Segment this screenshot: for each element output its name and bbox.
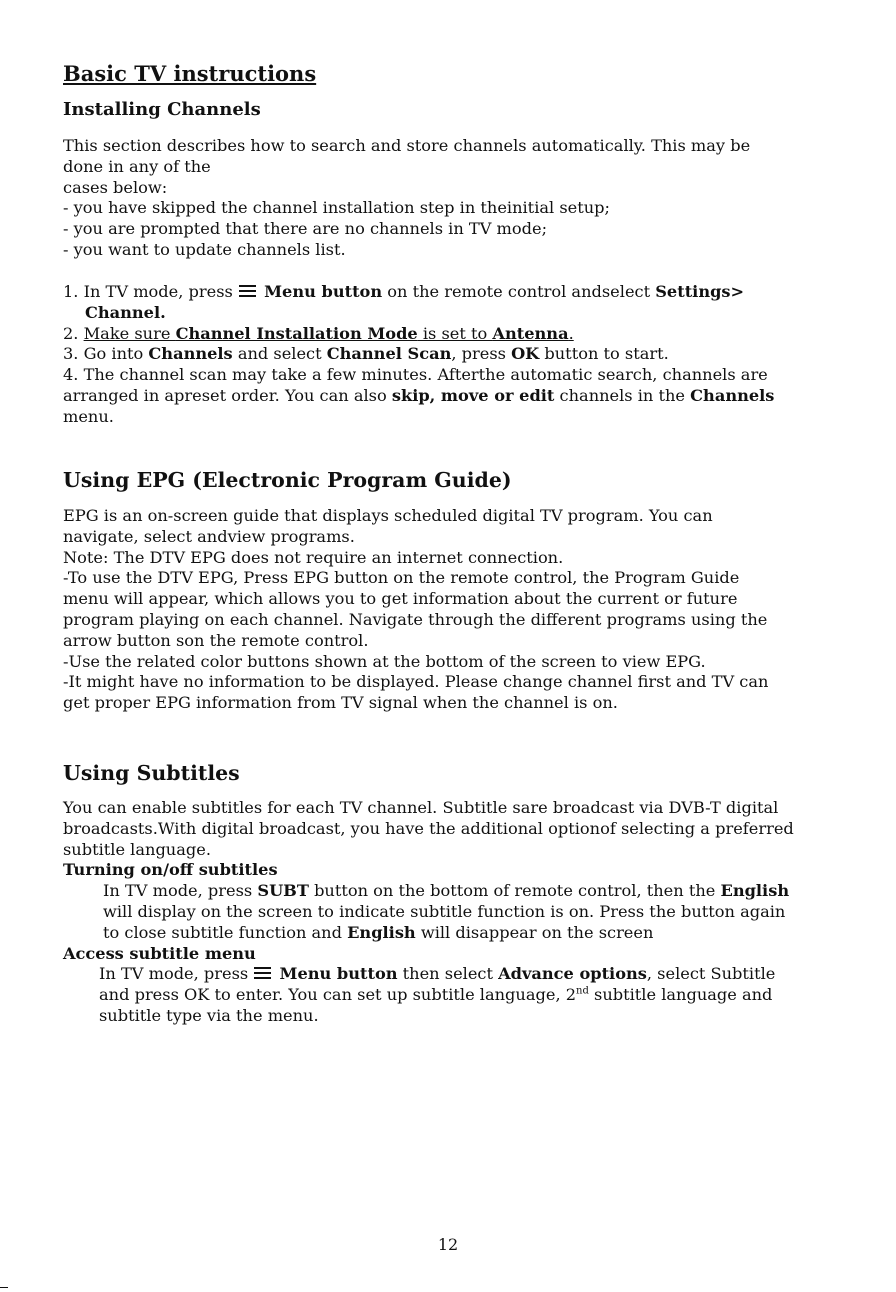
access-line-3: subtitle type via the menu.: [99, 1005, 319, 1025]
subt-label: SUBT: [257, 881, 309, 901]
installing-steps: [63, 282, 833, 428]
step-text: .: [568, 323, 574, 343]
installing-intro: [63, 136, 833, 261]
step-text: channels in the: [554, 385, 691, 405]
subtitles-text: and press OK to enter. You can set up subtitle language, 2: [99, 985, 577, 1005]
english-label: English: [720, 881, 790, 901]
turning-line-1: [63, 881, 833, 902]
menu-button-label: Menu button: [279, 964, 398, 984]
antenna-label: Antenna: [492, 323, 569, 343]
subtitles-text: then select: [397, 964, 499, 984]
subtitles-text: In TV mode, press: [99, 964, 254, 984]
intro-line: This section describes how to search and store channels automatically. This may be: [63, 136, 751, 155]
subtitles-text: will disappear on the screen: [415, 922, 654, 942]
channel-scan-label: Channel Scan: [326, 344, 452, 364]
intro-line: done in any of the: [63, 156, 211, 176]
subtitles-heading: Using Subtitles: [63, 761, 240, 785]
step-1: [63, 282, 833, 303]
subtitles-intro-line: You can enable subtitles for each TV channel. Subtitle sare broadcast via DVB-T digital: [63, 798, 779, 817]
page-number: 12: [437, 1235, 459, 1254]
step-text: is set to: [417, 323, 493, 343]
access-subtitle-heading: Access subtitle menu: [63, 943, 256, 963]
epg-body: [63, 506, 833, 714]
step-4-cont: [63, 386, 833, 407]
step-text: and select: [232, 344, 327, 364]
step-text: on the remote control andselect: [382, 282, 656, 301]
epg-line: EPG is an on-screen guide that displays scheduled digital TV program. You can: [63, 506, 713, 525]
epg-line: menu will appear, which allows you to get information about the current or future: [63, 589, 738, 609]
menu-button-label: Menu button: [264, 282, 383, 301]
epg-line: program playing on each channel. Navigate through the different programs using the: [63, 609, 768, 629]
advance-options-label: Advance options: [498, 964, 647, 984]
turning-line-2: will display on the screen to indicate subtitle function is on. Press the button again: [103, 901, 786, 921]
step-text: Make sure: [83, 323, 176, 343]
ordinal-superscript: nd: [576, 985, 589, 997]
epg-line: -To use the DTV EPG, Press EPG button on the remote control, the Program Guide: [63, 568, 740, 588]
page-title: Basic TV instructions: [63, 61, 317, 86]
subtitles-body: [63, 798, 833, 1027]
installing-channels-heading: Installing Channels: [63, 99, 261, 120]
ok-label: OK: [511, 344, 540, 364]
intro-line: cases below:: [63, 177, 168, 197]
subtitles-text: , select Subtitle: [646, 964, 776, 984]
step-3: [63, 344, 833, 365]
menu-icon: [254, 967, 271, 979]
subtitles-text: to close subtitle function and: [103, 922, 348, 942]
step-text: 3. Go into: [63, 344, 149, 364]
epg-line: navigate, select andview programs.: [63, 526, 355, 546]
skip-move-edit-label: skip, move or edit: [391, 385, 555, 405]
epg-line: -Use the related color buttons shown at the bottom of the screen to view EPG.: [63, 651, 706, 671]
access-line-2: [63, 985, 833, 1006]
subtitles-text: In TV mode, press: [103, 881, 258, 901]
step-2: [63, 324, 833, 345]
subtitles-intro-line: subtitle language.: [63, 839, 211, 859]
menu-icon: [239, 285, 256, 297]
channel-installation-mode-label: Channel Installation Mode: [175, 323, 418, 343]
step-1-channel: Channel.: [85, 302, 166, 322]
epg-line: arrow button son the remote control.: [63, 630, 369, 650]
epg-line: Note: The DTV EPG does not require an internet connection.: [63, 547, 564, 567]
epg-line: get proper EPG information from TV signal when the channel is on.: [63, 693, 618, 713]
intro-line: - you want to update channels list.: [63, 239, 346, 259]
intro-line: - you are prompted that there are no channels in TV mode;: [63, 219, 548, 239]
turning-subtitles-heading: Turning on/off subtitles: [63, 860, 278, 880]
step-text: arranged in apreset order. You can also: [63, 385, 392, 405]
corner-mark: [0, 1287, 8, 1288]
access-line-1: [63, 964, 833, 985]
step-text: 1. In TV mode, press: [63, 282, 238, 301]
subtitles-text: subtitle language and: [588, 985, 773, 1005]
settings-label: Settings>: [655, 282, 745, 301]
channels-menu-label: Channels: [690, 385, 775, 405]
step-4: 4. The channel scan may take a few minutes. Afterthe automatic search, channels are: [63, 365, 768, 385]
step-text: button to start.: [539, 344, 669, 364]
subtitles-text: button on the bottom of remote control, then the: [308, 881, 721, 901]
turning-line-3: [63, 923, 833, 944]
step-4-end: menu.: [63, 406, 114, 426]
step-text: , press: [451, 344, 512, 364]
channels-label: Channels: [148, 344, 233, 364]
epg-heading: Using EPG (Electronic Program Guide): [63, 468, 512, 492]
epg-line: -It might have no information to be displayed. Please change channel first and TV can: [63, 672, 769, 692]
intro-line: - you have skipped the channel installation step in theinitial setup;: [63, 198, 610, 218]
step-text: 2.: [63, 323, 84, 343]
english-label: English: [347, 922, 416, 942]
subtitles-intro-line: broadcasts.With digital broadcast, you have the additional optionof selecting a preferred: [63, 818, 794, 838]
